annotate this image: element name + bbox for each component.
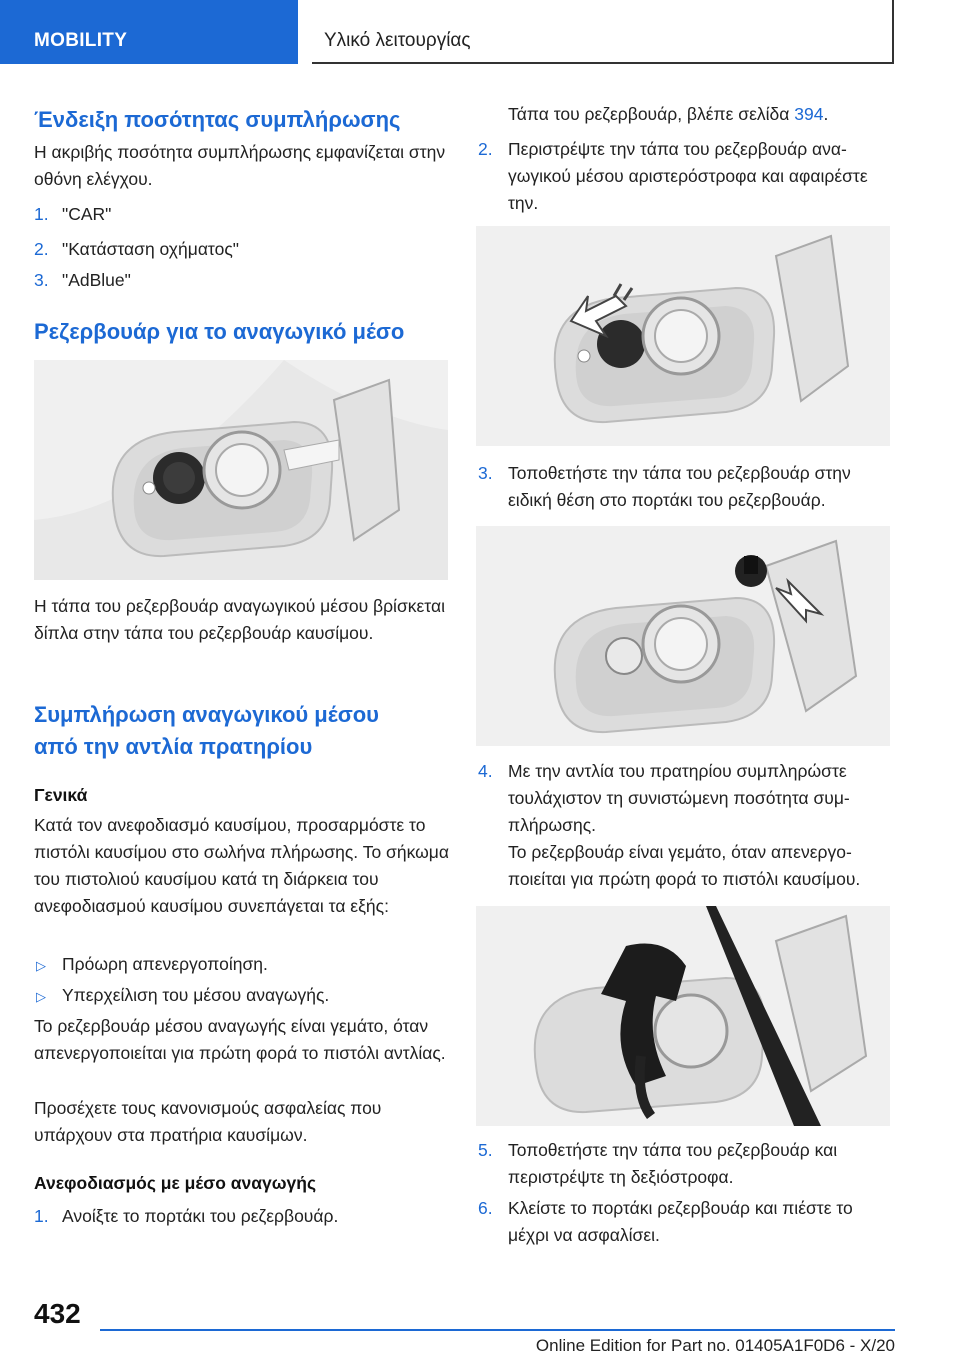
step-number: 4. [478,761,493,781]
paragraph-safety: Προσέχετε τους κανονισμούς ασφαλείας που υπάρχουν στα πρατήρια καυσίμων. [34,1098,382,1145]
step-number: 2. [478,139,493,159]
section-tab[interactable] [0,0,298,64]
step-remove-cap: Περιστρέψτε την τάπα του ρεζερβουάρ αναγωγικού μέσου αριστερόστροφα και αφαιρέστε την. [508,139,868,213]
footer-divider [100,1329,895,1331]
subheading-refuel: Ανεφοδιασμός με μέσο αναγωγής [34,1173,317,1193]
paragraph-cap-location: Η τάπα του ρεζερβουάρ αναγωγικού μέσου βρίσκεται δίπλα στην τάπα του ρεζερβουάρ καυσίμου. [34,596,445,643]
bullet-overflow: Υπερχείλιση του μέσου αναγωγής. [62,985,330,1005]
section-label: MOBILITY [34,30,128,51]
figure-nozzle [476,906,890,1126]
list-number: 2. [34,239,49,259]
list-item-adblue: "AdBlue" [62,270,131,290]
step-continuation [508,101,828,128]
step-number: 6. [478,1198,493,1218]
bullet-triangle-icon: ▷ [36,989,46,1004]
chapter-header [312,0,894,64]
chapter-title: Υλικό λειτουργίας [324,30,471,51]
see-page-text: Τάπα του ρεζερβουάρ, βλέπε σελίδα [508,104,795,124]
list-item-vehicle-status: "Κατάσταση οχήματος" [62,239,239,259]
bullet-premature-shutoff: Πρόωρη απενεργοποίηση. [62,954,268,974]
figure-cap-holder [476,526,890,746]
list-item-car: "CAR" [62,204,112,224]
figure-tank-flap [34,360,448,580]
step-number: 3. [478,463,493,483]
heading-fill-level: Ένδειξη ποσότητας συμπλήρωσης [34,107,401,132]
step-fill-note: Το ρεζερβουάρ είναι γεμάτο, όταν απενεργοποιείται για πρώτη φορά το πιστόλι καυσίμου. [508,842,861,889]
heading-filling-line1: Συμπλήρωση αναγωγικού μέσου [34,702,379,727]
period: . [823,104,829,124]
heading-reductant-tank: Ρεζερβουάρ για το αναγωγικό μέσο [34,319,405,344]
step-number: 5. [478,1140,493,1160]
step-place-cap: Τοποθετήστε την τάπα του ρεζερβουάρ στην ειδική θέση στο πορτάκι του ρεζερβουάρ. [508,463,851,510]
edition-footer: Online Edition for Part no. 01405A1F0D6 - X/20 [535,1336,895,1355]
subheading-general: Γενικά [34,785,88,805]
paragraph-fill-level: Η ακριβής ποσότητα συμπλήρωσης εμφανίζεται στην οθόνη ελέγχου. [34,142,446,189]
page-link[interactable]: 394 [794,104,824,124]
step-open-flap: Ανοίξτε το πορτάκι του ρεζερβουάρ. [62,1206,339,1226]
step-fill: Με την αντλία του πρατηρίου συμπληρώστε τουλάχιστον τη συνιστώμενη ποσότητα συμπλήρωσης. [508,761,850,835]
step-refit-cap: Τοποθετήστε την τάπα του ρεζερβουάρ και περιστρέψτε τη δεξιόστροφα. [508,1140,838,1187]
figure-remove-cap [476,226,890,446]
bullet-triangle-icon: ▷ [36,958,46,973]
page-number: 432 [34,1298,81,1329]
list-number: 3. [34,270,49,290]
step-number: 1. [34,1206,49,1226]
paragraph-tank-full: Το ρεζερβουάρ μέσου αναγωγής είναι γεμάτο, όταν απενεργοποιείται για πρώτη φορά το πιστόλι αντλίας. [34,1016,446,1063]
list-number: 1. [34,204,49,224]
heading-filling-line2: από την αντλία πρατηρίου [34,734,313,759]
step-close-flap: Κλείστε το πορτάκι ρεζερβουάρ και πιέστε το μέχρι να ασφαλίσει. [508,1198,853,1245]
paragraph-general: Κατά τον ανεφοδιασμό καυσίμου, προσαρμόστε το πιστόλι καυσίμου στο σωλήνα πλήρωσης. Το σήκωμα του πιστολιού καυσίμου κατά τη διάρκεια του ανεφοδιασμού καυσίμου συνεπάγεται τα εξής: [34,815,449,916]
